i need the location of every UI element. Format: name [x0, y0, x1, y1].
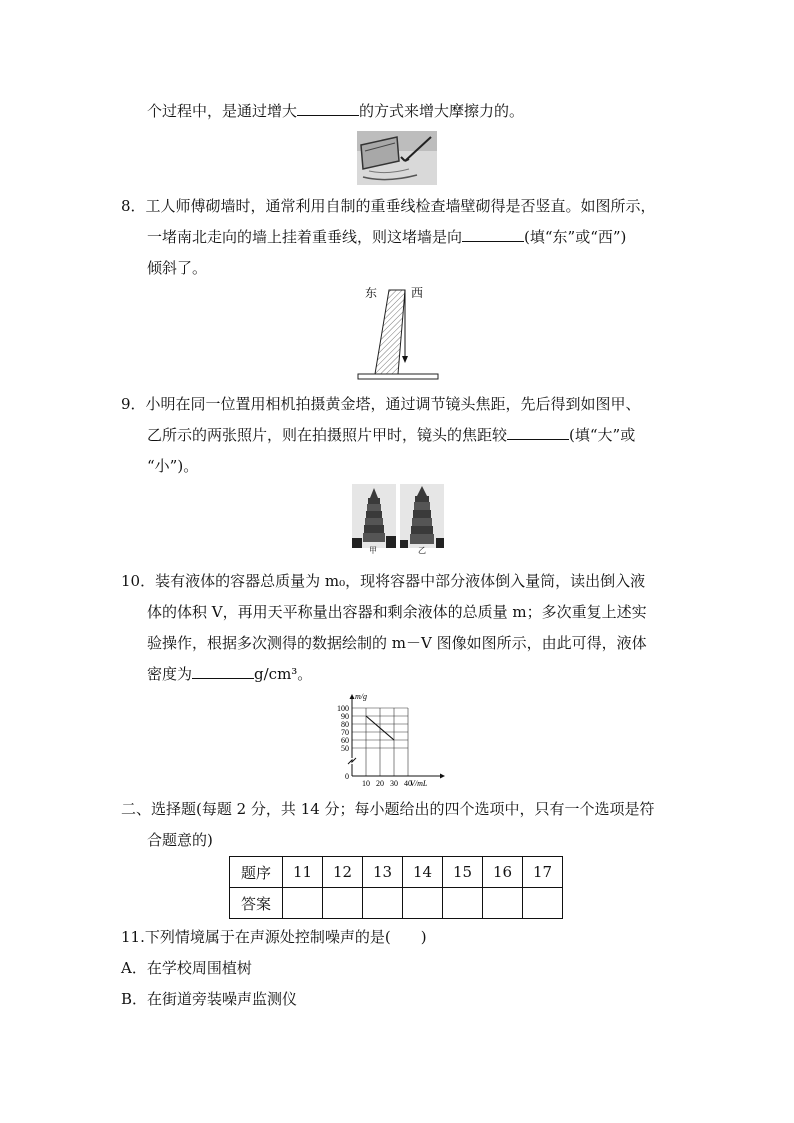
q8-line3: 倾斜了。	[147, 259, 208, 277]
chart-x-tick-label: 10	[362, 779, 370, 788]
chart-y-tick-label: 90	[341, 712, 349, 721]
chart-y-axis-label: m/g	[355, 692, 367, 701]
chart-x-tick-label: 30	[390, 779, 398, 788]
answer-table	[229, 856, 563, 919]
q9-caption-b: 乙	[418, 546, 426, 555]
answer-cell[interactable]	[403, 888, 443, 919]
q10-line2: 体的体积 V，再用天平称量出容器和剩余液体的总质量 m；多次重复上述实	[147, 603, 647, 621]
q8-blank	[462, 226, 524, 242]
chart-x-axis-label: V/mL	[410, 779, 428, 788]
q10-blank	[192, 663, 254, 679]
q7-text-after: 的方式来增大摩擦力的。	[359, 102, 525, 120]
answer-table-header-cell: 14	[403, 857, 443, 888]
chart-y-arrow	[350, 694, 355, 699]
answer-table-answer-row	[230, 888, 563, 919]
answer-cell[interactable]	[323, 888, 363, 919]
q10-mv-chart	[328, 692, 446, 788]
answer-table-header-cell: 17	[523, 857, 563, 888]
q8-wall-drawing	[355, 286, 440, 382]
answer-table-header-row	[230, 857, 563, 888]
q7-text-before: 个过程中，是通过增大	[147, 102, 298, 120]
q7-figure	[357, 131, 437, 185]
q9-line2	[147, 424, 635, 446]
answer-table-header-cell: 11	[283, 857, 323, 888]
answer-cell[interactable]	[283, 888, 323, 919]
chart-y-tick-label: 50	[341, 744, 349, 753]
q9-blank	[507, 424, 569, 440]
q10-line1: 10．装有液体的容器总质量为 m₀，现将容器中部分液体倒入量筒，读出倒入液	[121, 572, 646, 590]
q8-line1: 8．工人师傅砌墙时，通常利用自制的重垂线检查墙壁砌得是否竖直。如图所示，	[121, 197, 656, 215]
answer-table-header-cell: 15	[443, 857, 483, 888]
answer-table-header-cell: 题序	[230, 857, 283, 888]
chart-x-tick-label: 40	[404, 779, 412, 788]
chart-y-tick-label: 0	[345, 772, 349, 781]
q11-option-b: B．在街道旁装噪声监测仪	[121, 990, 298, 1008]
answer-table-header-cell: 16	[483, 857, 523, 888]
chart-y-tick-label: 100	[337, 704, 349, 713]
q9-caption-a: 甲	[369, 546, 377, 555]
answer-cell[interactable]	[443, 888, 483, 919]
q10-line4-after: g/cm³。	[254, 665, 313, 683]
q8-line2-after: (填“东”或“西”)	[524, 228, 627, 246]
answer-table-header-cell: 13	[363, 857, 403, 888]
chart-x-tick-label: 20	[376, 779, 384, 788]
q8-label-east: 东	[365, 286, 378, 300]
answer-cell[interactable]	[523, 888, 563, 919]
section2-heading-line1: 二、选择题(每题 2 分，共 14 分；每小题给出的四个选项中，只有一个选项是符	[121, 800, 655, 818]
q9-line3: “小”)。	[147, 457, 199, 475]
q11-stem: 11.下列情境属于在声源处控制噪声的是( )	[121, 928, 427, 946]
section2-heading-line2: 合题意的)	[147, 831, 213, 849]
answer-table-header-cell: 12	[323, 857, 363, 888]
chart-x-arrow	[440, 774, 445, 779]
chart-y-tick-label: 70	[341, 728, 349, 737]
q10-line4-before: 密度为	[147, 665, 193, 683]
q10-line3: 验操作，根据多次测得的数据绘制的 m－V 图像如图所示，由此可得，液体	[147, 634, 647, 652]
q8-label-west: 西	[411, 286, 424, 300]
q8-line2	[147, 226, 626, 248]
q11-option-a: A．在学校周围植树	[121, 959, 252, 977]
q9-line2-after: (填“大”或	[569, 426, 636, 444]
answer-cell[interactable]	[363, 888, 403, 919]
q9-line2-before: 乙所示的两张照片，则在拍摄照片甲时，镜头的焦距较	[147, 426, 508, 444]
q8-line2-before: 一堵南北走向的墙上挂着重垂线，则这堵墙是向	[147, 228, 463, 246]
answer-table-row-label: 答案	[230, 888, 283, 919]
q8-figure	[355, 286, 440, 382]
q7-text	[147, 100, 524, 122]
q7-blank	[297, 100, 359, 116]
q9-figure	[352, 484, 444, 554]
answer-cell[interactable]	[483, 888, 523, 919]
q9-line1: 9．小明在同一位置用相机拍摄黄金塔，通过调节镜头焦距，先后得到如图甲、	[121, 395, 641, 413]
q10-line4	[147, 663, 312, 685]
chart-y-tick-label: 60	[341, 736, 349, 745]
q9-photos	[352, 484, 444, 548]
chart-y-tick-label: 80	[341, 720, 349, 729]
